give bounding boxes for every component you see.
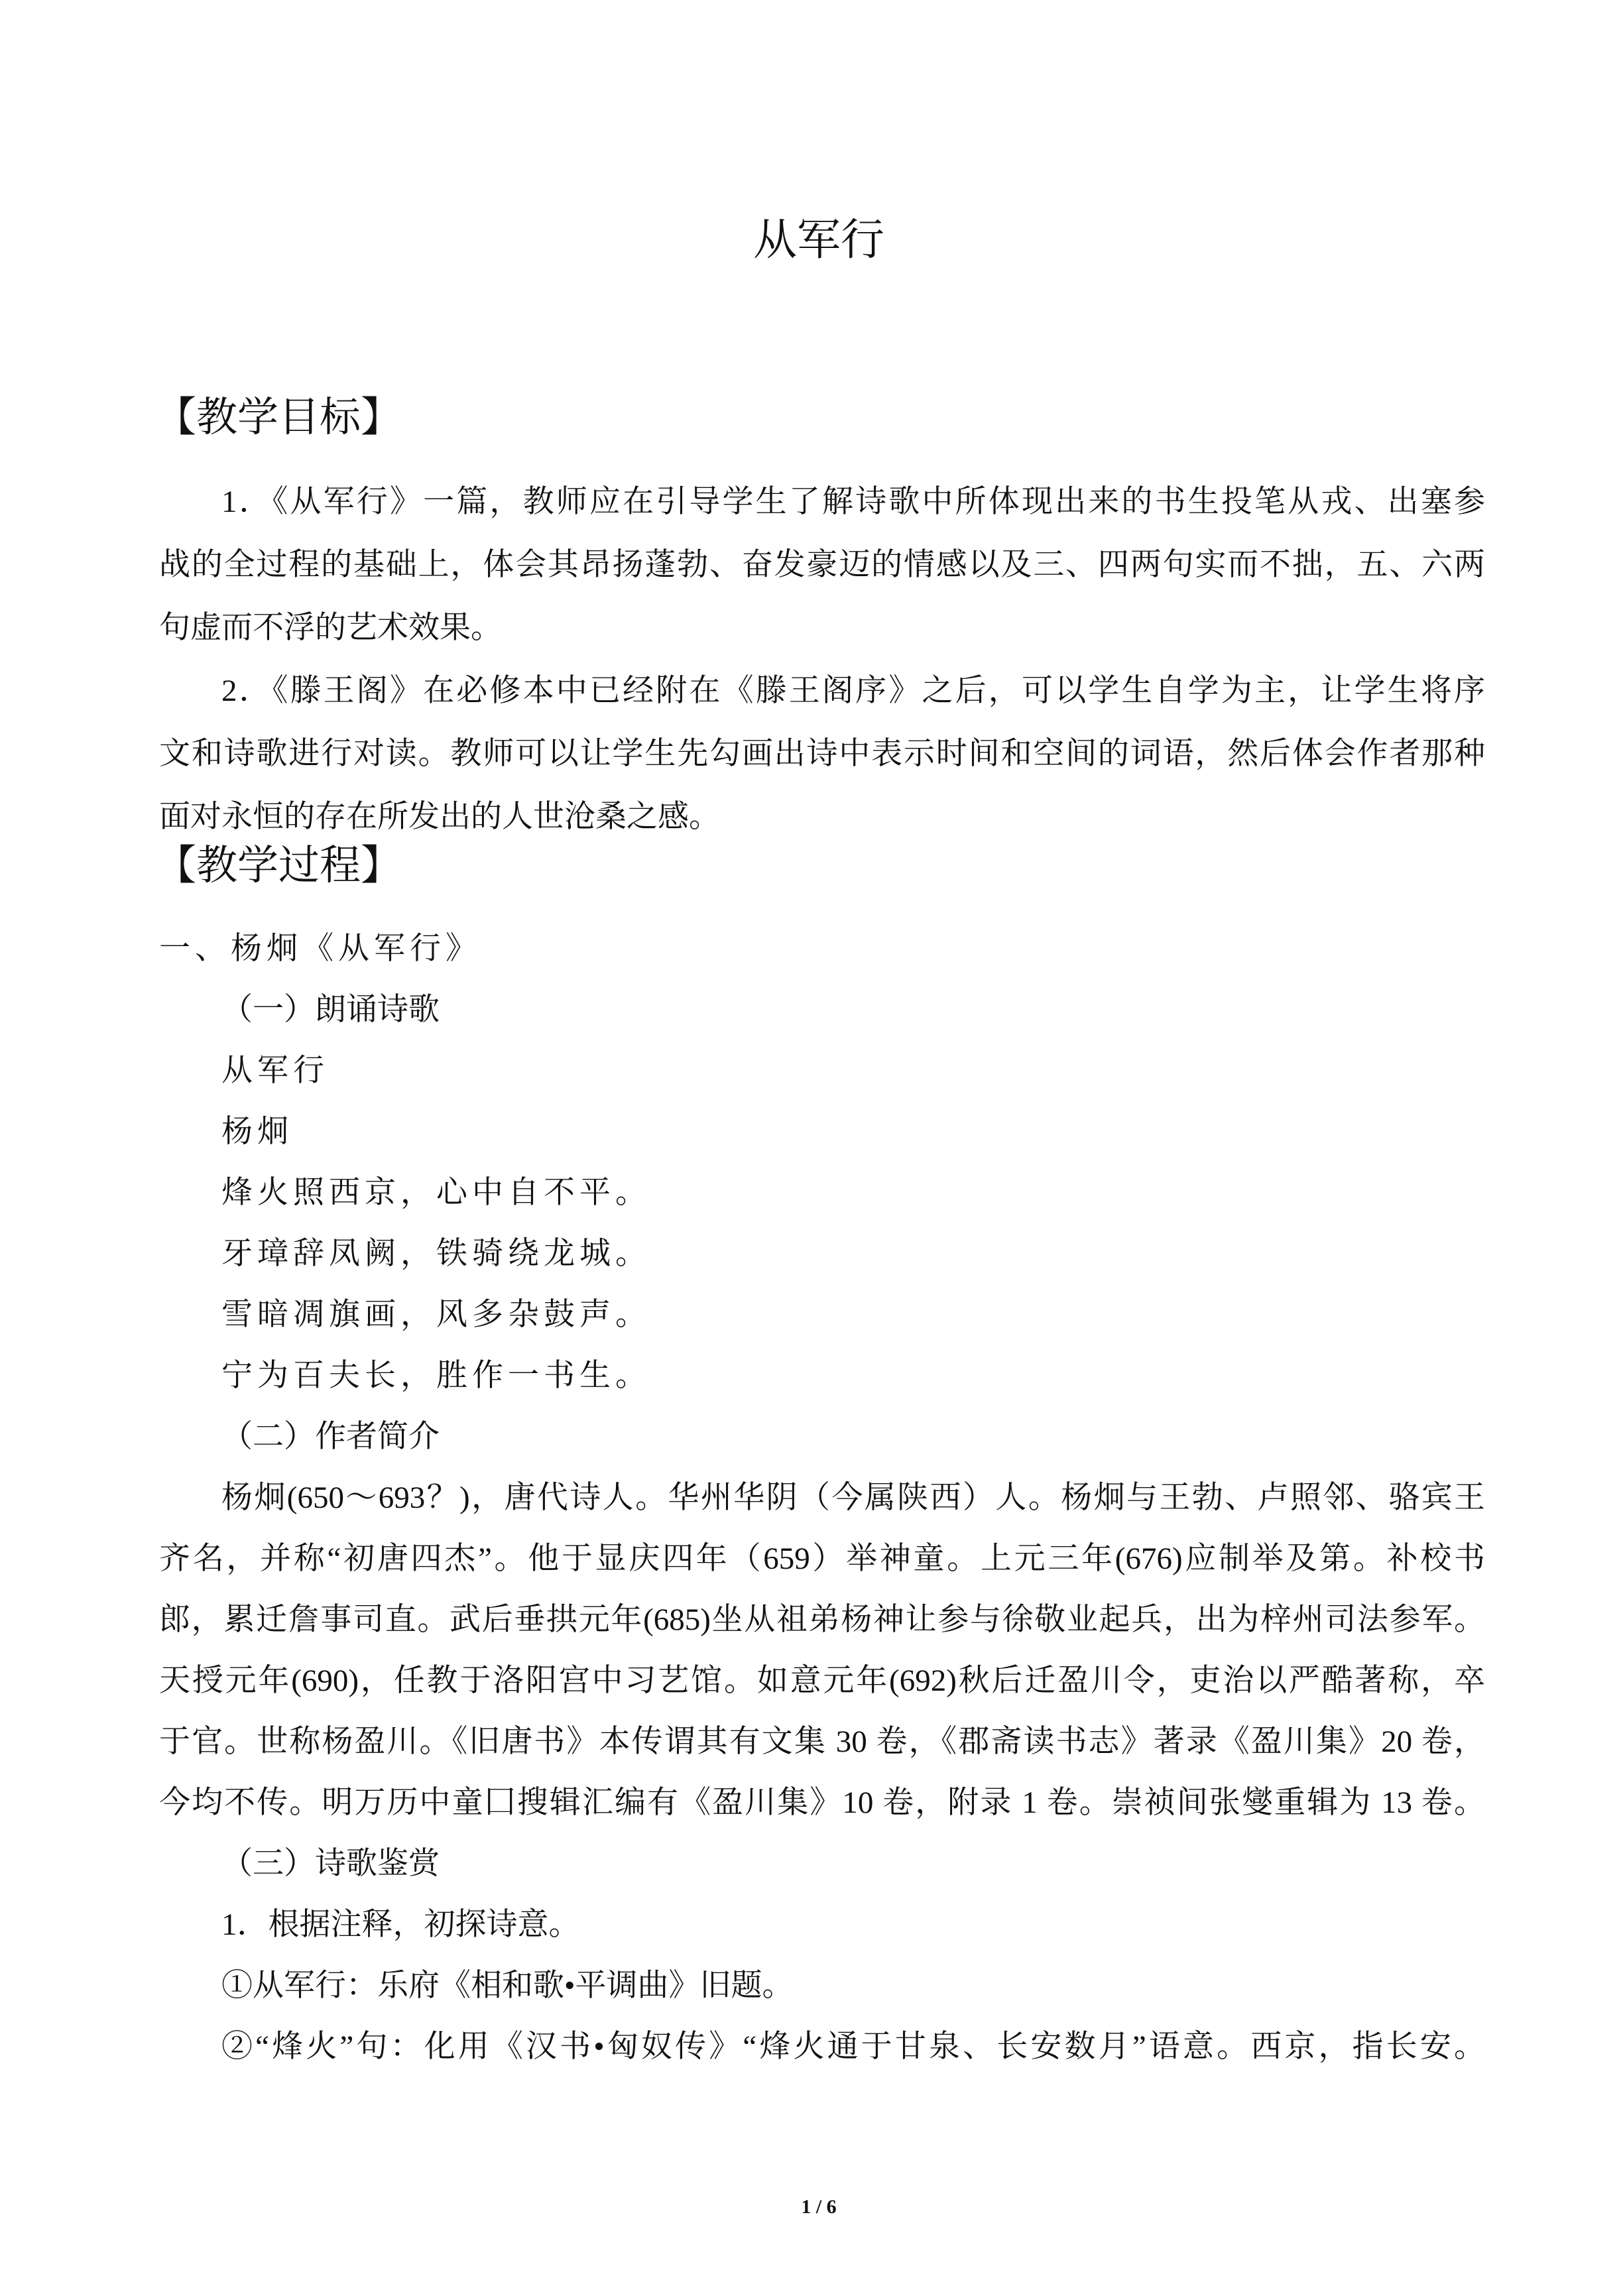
paragraph-line: 2．《滕王阁》在必修本中已经附在《滕王阁序》之后，可以学生自学为主，让学生将序: [221, 674, 1485, 708]
poem-title: 从军行: [221, 1054, 329, 1088]
paragraph-line: 天授元年(690)，任教于洛阳宫中习艺馆。如意元年(692)秋后迁盈川令，吏治以严酷著称，卒: [159, 1663, 1485, 1698]
teaching-objectives-list: [159, 471, 1485, 849]
subsection-heading-appreciation: （三）诗歌鉴赏: [221, 1846, 440, 1881]
paragraph-line: 1．《从军行》一篇，教师应在引导学生了解诗歌中所体现出来的书生投笔从戎、出塞参: [221, 485, 1485, 519]
objective-item-1: [159, 471, 1485, 660]
subsection-heading-author-intro: （二）作者简介: [221, 1420, 440, 1454]
poem-line: 宁为百夫长，胜作一书生。: [221, 1359, 651, 1393]
paragraph-line: 杨炯(650～693？)，唐代诗人。华州华阴（今属陕西）人。杨炯与王勃、卢照邻、骆宾王: [221, 1480, 1485, 1515]
section-heading-teaching-process: 【教学过程】: [155, 843, 402, 888]
appreciation-step-1: 1．根据注释，初探诗意。: [221, 1907, 580, 1942]
page-number: 1 / 6: [801, 2196, 837, 2218]
section-heading-teaching-objectives: 【教学目标】: [155, 395, 402, 440]
poem-author: 杨炯: [221, 1115, 293, 1149]
document-title: 从军行: [753, 216, 884, 265]
paragraph-line: 齐名，并称“初唐四杰”。他于显庆四年（659）举神童。上元三年(676)应制举及第。补校书: [159, 1541, 1485, 1576]
subsection-heading-recitation: （一）朗诵诗歌: [221, 993, 440, 1027]
paragraph-line: 面对永恒的存在所发出的人世沧桑之感。: [159, 800, 720, 834]
poem-line: 烽火照西京，心中自不平。: [221, 1176, 651, 1210]
paragraph-line: 战的全过程的基础上，体会其昂扬蓬勃、奋发豪迈的情感以及三、四两句实而不拙，五、六两: [159, 548, 1485, 582]
poem-line: 雪暗凋旗画，风多杂鼓声。: [221, 1298, 651, 1332]
paragraph-line: 今均不传。明万历中童囗搜辑汇编有《盈川集》10 卷，附录 1 卷。崇祯间张燮重辑为 13 卷。: [159, 1785, 1485, 1820]
author-intro-section: [159, 1406, 1485, 1833]
recitation-section: [159, 979, 1485, 1406]
part-one-title: 一、杨炯《从军行》: [159, 932, 481, 966]
annotation-note: ②“烽火”句：化用《汉书•匈奴传》“烽火通于甘泉、长安数月”语意。西京，指长安。: [221, 2029, 1485, 2064]
paragraph-line: 于官。世称杨盈川。《旧唐书》本传谓其有文集 30 卷，《郡斋读书志》著录《盈川集》20 卷，: [159, 1724, 1485, 1759]
poem-line: 牙璋辞凤阙，铁骑绕龙城。: [221, 1237, 651, 1271]
paragraph-line: 文和诗歌进行对读。教师可以让学生先勾画出诗中表示时间和空间的词语，然后体会作者那种: [159, 737, 1485, 771]
appreciation-section: [159, 1833, 1485, 2077]
objective-item-2: [159, 660, 1485, 849]
paragraph-line: 郎，累迁詹事司直。武后垂拱元年(685)坐从祖弟杨神让参与徐敬业起兵，出为梓州司法参军。: [159, 1602, 1485, 1637]
paragraph-line: 句虚而不浮的艺术效果。: [159, 611, 502, 645]
teaching-process-content: [159, 918, 1485, 2077]
annotation-note: ①从军行：乐府《相和歌•平调曲》旧题。: [221, 1968, 794, 2003]
